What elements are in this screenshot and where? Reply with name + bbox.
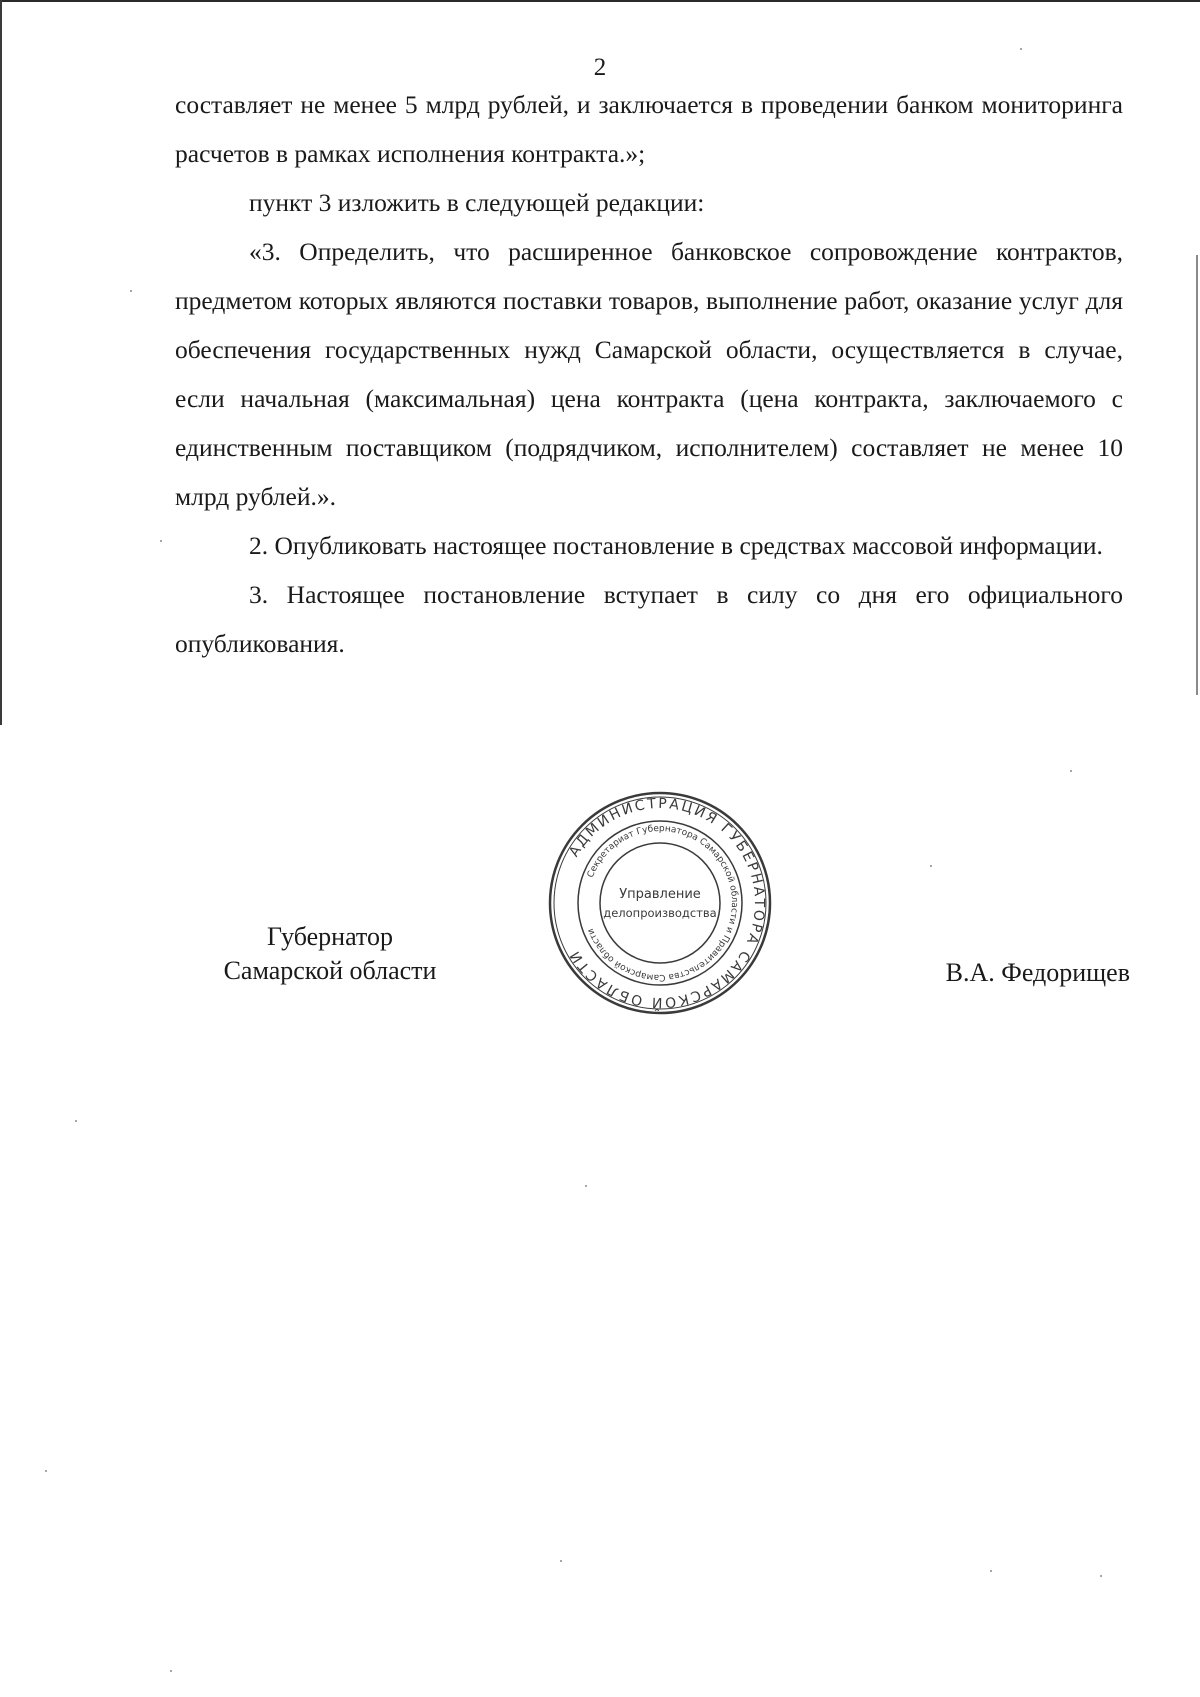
seal-ring-3 [578, 821, 742, 985]
paragraph-item-2: 2. Опубликовать настоящее постановление в средствах массовой информации. [249, 531, 1103, 560]
scan-speck [170, 1670, 172, 1672]
seal-inner-ring [600, 843, 720, 963]
scan-speck [130, 290, 132, 292]
scan-speck [45, 1470, 47, 1472]
official-seal [545, 788, 775, 1018]
signatory-position [190, 920, 470, 988]
paragraph-continuation: составляет не менее 5 млрд рублей, и заключается в проведении банком мониторинга расчетов в рамках исполнения контракта.»; [175, 90, 1123, 168]
scan-speck [585, 1185, 587, 1187]
scan-speck [560, 1560, 562, 1562]
paragraph-clause-3: «3. Определить, что расширенное банковское сопровождение контрактов, предметом которых являются поставки товаров, выполнение работ, оказание услуг для обеспечения государственных нужд Самарской области, осуществляется в случае, если начальная (максимальная) цена контракта (цена контракта, заключаемого с единственным поставщиком (подрядчиком, исполнителем) составляет не менее 10 млрд рублей.». [175, 237, 1123, 511]
seal-graphic [545, 788, 775, 1018]
scan-speck [1070, 770, 1072, 772]
seal-center-line2: делопроизводства [603, 906, 717, 920]
signatory-position-line1: Губернатор [267, 922, 393, 951]
paragraph-clause-intro: пункт 3 изложить в следующей редакции: [249, 188, 705, 217]
paragraph-item-3: 3. Настоящее постановление вступает в силу со дня его официального опубликования. [175, 580, 1123, 658]
seal-center-line1: Управление [619, 887, 701, 902]
seal-outer-textpath: АДМИНИСТРАЦИЯ ГУБЕРНАТОРА САМАРСКОЙ ОБЛАСТИ [566, 795, 768, 1011]
scan-speck [160, 540, 162, 542]
scan-edge-top [0, 0, 1200, 2]
signatory-position-line2: Самарской области [223, 956, 437, 985]
seal-inner-text [586, 824, 739, 982]
scan-edge-right [1196, 255, 1198, 695]
scan-speck [75, 1120, 77, 1122]
scan-speck [1100, 1575, 1102, 1577]
document-body [175, 80, 1123, 668]
scan-speck [930, 865, 932, 867]
seal-inner-textpath: Секретариат Губернатора Самарской области и Правительства Самарской области [585, 823, 740, 983]
scan-speck [1020, 48, 1022, 50]
signatory-name: В.А. Федорищев [945, 958, 1130, 987]
page-number: 2 [593, 54, 607, 81]
scan-edge-left [0, 0, 2, 725]
scan-speck [990, 1570, 992, 1572]
